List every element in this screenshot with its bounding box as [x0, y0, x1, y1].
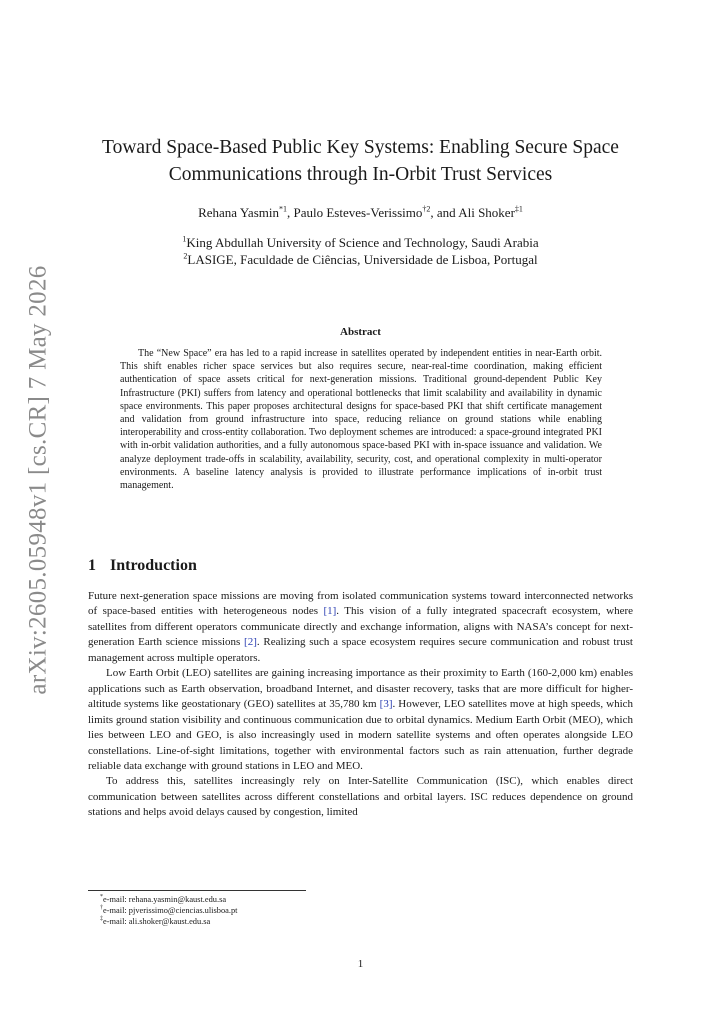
footnotes — [100, 894, 237, 927]
author-separator: , — [286, 205, 294, 220]
author-separator: , and — [430, 205, 459, 220]
abstract-heading: Abstract — [340, 326, 381, 338]
paper-title: Toward Space-Based Public Key Systems: Enabling Secure Space Communications through In-Orbit Trust Services — [102, 137, 619, 185]
author-mark: *1 — [278, 204, 287, 214]
footnote — [100, 916, 237, 927]
section-title: Introduction — [110, 557, 197, 574]
author-name: Rehana Yasmin — [198, 205, 279, 220]
footnote-mark: ‡ — [100, 916, 103, 923]
affiliation — [88, 234, 633, 251]
paragraph-text: . However, LEO satellites move at high speeds, which limits ground station visibility and continuous communication due to orbital dynamics. Medium Earth Orbit (MEO), which lies between LEO and GEO, is also increasingly used in modern satellite systems and often operates alongside LEO constellations. Line-of-sight limitations, together with environmental factors such as rain attenuation, further degrade reliable data exchange with ground stations in LEO and MEO. — [88, 698, 634, 772]
citation-link[interactable]: [1] — [323, 605, 337, 618]
footnote-text: e-mail: pjverissimo@ciencias.ulisboa.pt — [103, 906, 238, 915]
citation-link[interactable]: [2] — [244, 636, 257, 649]
author-name: Ali Shoker — [458, 205, 515, 220]
affiliation-text: LASIGE, Faculdade de Ciências, Universidade de Lisboa, Portugal — [187, 252, 538, 267]
footnote-mark: * — [100, 894, 103, 901]
paragraph-text: . Realizing such a space ecosystem requires secure communication and robust trust management across multiple operators. — [88, 636, 633, 664]
paragraph-text: Low Earth Orbit (LEO) satellites are gaining increasing importance as their proximity to Earth (160-2,000 km) enables applications such as Earth observation, broadband Internet, and disaster recovery, tasks that are more difficult for higher-altitude systems like geostationary (GEO) satellites at 35,780 km — [88, 667, 633, 711]
author-mark: ‡1 — [514, 204, 523, 214]
abstract-body: The “New Space” era has led to a rapid increase in satellites operated by independent entities in near-Earth orbit. This shift enables richer space services but also requires secure, near-real-time coordination, making efficient authentication of space assets critical for next-generation missions. Traditional ground-dependent Public Key Infrastructure (PKI) suffers from latency and operational bottlenecks that limit scalability and availability in dynamic space environments. This paper proposes architectural designs for space-based PKI that shift certificate management and validation from ground infrastructure into space, reducing reliance on ground stations while enabling interoperability and cross-entity collaboration. Two deployment schemes are introduced: a space-ground integrated PKI with in-orbit validation authorities, and a fully autonomous space-based PKI with in-space issuance and validation. We analyze deployment trade-offs in scalability, availability, security, cost, and operational complexity in multi-operator environments. A baseline latency analysis is provided to illustrate performance implications of in-orbit trust management. — [120, 348, 602, 492]
introduction-body — [88, 589, 633, 821]
paragraph-text: . This vision of a fully integrated spacecraft ecosystem, where satellites from different operators communicate directly and exchange information, aligns with NASA’s concept for next-generation Earth science missions — [88, 605, 633, 649]
paragraph — [88, 589, 633, 666]
author-list — [88, 205, 633, 221]
affiliation-mark: 1 — [182, 234, 187, 244]
footnote-divider — [88, 890, 306, 891]
footnote — [100, 894, 237, 905]
paragraph: To address this, satellites increasingly rely on Inter-Satellite Communication (ISC), which enables direct communication between satellites across different constellations and orbital layers. ISC reduces dependence on ground stations and helps avoid delays caused by congestion, limited — [88, 775, 633, 819]
affiliation — [88, 251, 633, 268]
section-heading — [88, 557, 197, 575]
arxiv-identifier-text: arXiv:2605.05948v1 [cs.CR] 7 May 2026 — [25, 265, 52, 695]
affiliation-text: King Abdullah University of Science and Technology, Saudi Arabia — [186, 235, 539, 250]
author-mark: †2 — [422, 204, 431, 214]
footnote-text: e-mail: rehana.yasmin@kaust.edu.sa — [103, 895, 227, 904]
footnote-text: e-mail: ali.shoker@kaust.edu.sa — [103, 917, 211, 926]
affiliation-list — [88, 234, 633, 268]
citation-link[interactable]: [3] — [379, 698, 393, 711]
arxiv-identifier-stamp — [15, 265, 63, 695]
footnote-mark: † — [100, 905, 103, 912]
paragraph-text: Future next-generation space missions are moving from isolated communication systems toward interconnected networks of space-based entities with heterogeneous nodes — [88, 590, 633, 618]
page-number: 1 — [357, 958, 364, 970]
paragraph — [88, 666, 633, 774]
author-name: Paulo Esteves-Verissimo — [293, 205, 423, 220]
footnote — [100, 905, 237, 916]
section-number: 1 — [88, 557, 96, 574]
affiliation-mark: 2 — [183, 251, 188, 261]
